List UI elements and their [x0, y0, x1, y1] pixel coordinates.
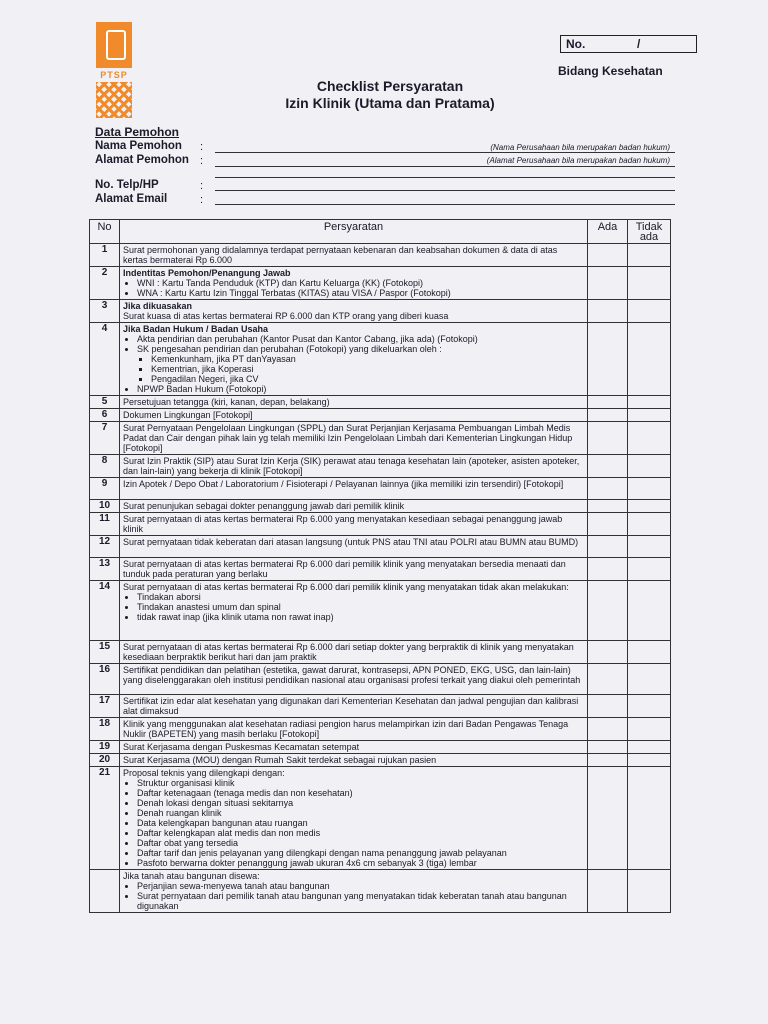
table-row [90, 870, 671, 913]
ada-checkbox-cell[interactable] [588, 244, 628, 267]
requirement-item: • Tindakan anastesi umum dan spinal [137, 602, 584, 612]
requirement-text: Surat pernyataan di atas kertas bermaterai Rp 6.000 dari pemilik klinik yang menyatakan tidak akan melakukan: [123, 582, 569, 592]
header-tidak-ada: Tidak ada [628, 220, 671, 244]
requirement-text: Sertifikat pendidikan dan pelatihan (estetika, gawat darurat, kontrasepsi, APN PONED, EKG, USG, dan lain-lain) yang diselenggarakan oleh institusi pendidikan nasional atau organisasi profesi terkait yang diakui oleh pemerintah [123, 665, 581, 685]
requirement-item-list [123, 334, 584, 354]
field-hint-alamat: (Alamat Perusahaan bila merupakan badan hukum) [486, 156, 670, 165]
requirement-subitem: ▪ Pengadilan Negeri, jika CV [151, 374, 584, 384]
ada-checkbox-cell[interactable] [588, 455, 628, 478]
requirement-item: • WNA : Kartu Kartu Izin Tinggal Terbatas (KITAS) atau VISA / Paspor (Fotokopi) [137, 288, 584, 298]
header-requirements: Persyaratan [120, 220, 588, 244]
requirement-item-list [123, 278, 584, 298]
field-line-nama[interactable] [215, 152, 675, 153]
row-number: 18 [90, 718, 120, 741]
ada-checkbox-cell[interactable] [588, 870, 628, 913]
requirement-text: Surat permohonan yang didalamnya terdapat pernyataan kebenaran dan keabsahan dokumen & data di atas kertas bermaterai Rp 6.000 [123, 245, 558, 265]
requirement-item: • Struktur organisasi klinik [137, 778, 584, 788]
ada-checkbox-cell[interactable] [588, 641, 628, 664]
requirement-item: • Pasfoto berwarna dokter penanggung jawab ukuran 4x6 cm sebanyak 3 (tiga) lembar [137, 858, 584, 868]
ada-checkbox-cell[interactable] [588, 300, 628, 323]
tidak-ada-checkbox-cell[interactable] [628, 870, 671, 913]
header-ada: Ada [588, 220, 628, 244]
requirement-item-list [123, 592, 584, 622]
table-row [90, 513, 671, 536]
requirement-cell [120, 396, 588, 409]
row-number: 1 [90, 244, 120, 267]
table-row [90, 267, 671, 300]
row-number: 3 [90, 300, 120, 323]
table-row [90, 718, 671, 741]
requirement-text: Surat Pernyataan Pengelolaan Lingkungan (SPPL) dan Surat Perjanjian Kerjasama Pembuangan Limbah Medis Padat dan Cair dengan pihak lain yg telah memiliki Izin Pengelolaan Limbah dari Kementerian Lingkungan Hidup [Fotokopi] [123, 423, 573, 453]
row-number: 9 [90, 478, 120, 500]
table-row [90, 558, 671, 581]
requirement-text: Surat penunjukan sebagai dokter penanggung jawab dari pemilik klinik [123, 501, 405, 511]
row-number: 21 [90, 767, 120, 870]
document-subtitle: Izin Klinik (Utama dan Pratama) [285, 95, 495, 111]
table-row [90, 536, 671, 558]
table-row [90, 244, 671, 267]
table-row [90, 323, 671, 396]
row-number: 15 [90, 641, 120, 664]
tidak-ada-checkbox-cell[interactable] [628, 500, 671, 513]
requirement-item: • Denah ruangan klinik [137, 808, 584, 818]
requirement-cell [120, 718, 588, 741]
requirement-cell [120, 244, 588, 267]
table-row [90, 641, 671, 664]
requirement-cell [120, 300, 588, 323]
requirement-item: • tidak rawat inap (jika klinik utama non rawat inap) [137, 612, 584, 622]
ada-checkbox-cell[interactable] [588, 500, 628, 513]
requirement-cell [120, 409, 588, 422]
requirement-cell [120, 455, 588, 478]
ada-checkbox-cell[interactable] [588, 422, 628, 455]
tidak-ada-checkbox-cell[interactable] [628, 581, 671, 641]
requirement-cell [120, 870, 588, 913]
row-number: 20 [90, 754, 120, 767]
requirement-item: • Data kelengkapan bangunan atau ruangan [137, 818, 584, 828]
tidak-ada-checkbox-cell[interactable] [628, 536, 671, 558]
row-number: 5 [90, 396, 120, 409]
field-colon: : [200, 141, 204, 153]
ada-checkbox-cell[interactable] [588, 267, 628, 300]
table-row [90, 455, 671, 478]
requirement-item: • WNI : Kartu Tanda Penduduk (KTP) dan Kartu Keluarga (KK) (Fotokopi) [137, 278, 584, 288]
requirement-item: • Daftar obat yang tersedia [137, 838, 584, 848]
requirement-cell [120, 754, 588, 767]
field-line-telp[interactable] [215, 190, 675, 191]
requirement-item: • Daftar kelengkapan alat medis dan non medis [137, 828, 584, 838]
requirement-text: Persetujuan tetangga (kiri, kanan, depan, belakang) [123, 397, 330, 407]
field-label-alamat: Alamat Pemohon [95, 154, 189, 166]
tidak-ada-checkbox-cell[interactable] [628, 267, 671, 300]
requirement-cell [120, 422, 588, 455]
table-row [90, 396, 671, 409]
requirement-cell [120, 536, 588, 558]
number-separator: / [637, 37, 641, 51]
requirement-cell [120, 267, 588, 300]
logo-text: PTSP [100, 70, 128, 80]
jakarta-emblem-icon [96, 22, 132, 68]
tidak-ada-checkbox-cell[interactable] [628, 513, 671, 536]
row-number: 14 [90, 581, 120, 641]
requirement-subitem: ▪ Kemenkunham, jika PT danYayasan [151, 354, 584, 364]
table-header-row [90, 220, 671, 244]
requirement-item: • Perjanjian sewa-menyewa tanah atau bangunan [137, 881, 584, 891]
requirement-cell [120, 558, 588, 581]
ada-checkbox-cell[interactable] [588, 409, 628, 422]
requirement-cell [120, 767, 588, 870]
tidak-ada-checkbox-cell[interactable] [628, 244, 671, 267]
requirement-item: • SK pengesahan pendirian dan perubahan (Fotokopi) yang dikeluarkan oleh : [137, 344, 584, 354]
ada-checkbox-cell[interactable] [588, 581, 628, 641]
ada-checkbox-cell[interactable] [588, 718, 628, 741]
field-line-email[interactable] [215, 204, 675, 205]
table-row [90, 741, 671, 754]
requirements-table [89, 219, 671, 913]
requirement-item-list [123, 778, 584, 868]
row-number: 4 [90, 323, 120, 396]
requirement-subitem: ▪ Kementrian, jika Koperasi [151, 364, 584, 374]
row-number: 8 [90, 455, 120, 478]
requirement-item-list [123, 384, 584, 394]
tidak-ada-checkbox-cell[interactable] [628, 641, 671, 664]
requirement-item: • Denah lokasi dengan situasi sekitarnya [137, 798, 584, 808]
table-row [90, 300, 671, 323]
requirement-text: Proposal teknis yang dilengkapi dengan: [123, 768, 285, 778]
tidak-ada-checkbox-cell[interactable] [628, 455, 671, 478]
requirement-text: Surat pernyataan di atas kertas bermaterai Rp 6.000 dari pemilik klinik yang menyatakan bersedia menaati dan tunduk pada peraturan yang berlaku [123, 559, 566, 579]
row-number: 6 [90, 409, 120, 422]
requirement-item: • Akta pendirian dan perubahan (Kantor Pusat dan Kantor Cabang, jika ada) (Fotokopi) [137, 334, 584, 344]
tidak-ada-checkbox-cell[interactable] [628, 558, 671, 581]
row-number: 12 [90, 536, 120, 558]
table-row [90, 478, 671, 500]
table-row [90, 422, 671, 455]
requirement-text: Surat kuasa di atas kertas bermaterai RP 6.000 dan KTP orang yang diberi kuasa [123, 311, 449, 321]
table-row [90, 500, 671, 513]
tidak-ada-checkbox-cell[interactable] [628, 718, 671, 741]
requirement-text: Surat Kerjasama (MOU) dengan Rumah Sakit terdekat sebagai rujukan pasien [123, 755, 437, 765]
tidak-ada-checkbox-cell[interactable] [628, 422, 671, 455]
row-number: 11 [90, 513, 120, 536]
requirement-cell [120, 581, 588, 641]
requirement-title: Jika dikuasakan [123, 301, 193, 311]
document-title: Checklist Persyaratan [316, 78, 464, 94]
requirement-item: • Surat pernyataan dari pemilik tanah atau bangunan yang menyatakan tidak keberatan tanah atau bangunan digunakan [137, 891, 584, 911]
table-row [90, 695, 671, 718]
table-row [90, 754, 671, 767]
requirement-title: Jika Badan Hukum / Badan Usaha [123, 324, 269, 334]
field-label-nama: Nama Pemohon [95, 140, 182, 152]
requirement-text: Dokumen Lingkungan [Fotokopi] [123, 410, 253, 420]
requirement-cell [120, 500, 588, 513]
requirement-item: • Tindakan aborsi [137, 592, 584, 602]
ada-checkbox-cell[interactable] [588, 695, 628, 718]
requirement-title: Indentitas Pemohon/Penangung Jawab [123, 268, 291, 278]
requirement-cell [120, 741, 588, 754]
field-label-telp: No. Telp/HP [95, 179, 159, 191]
requirement-cell [120, 478, 588, 500]
section-heading: Data Pemohon [95, 125, 180, 139]
requirement-cell [120, 323, 588, 396]
requirement-text: Sertifikat izin edar alat kesehatan yang digunakan dari Kementerian Kesehatan dan jadwal pengujian dan kalibrasi alat dimaksud [123, 696, 579, 716]
row-number: 10 [90, 500, 120, 513]
requirement-text: Surat pernyataan tidak keberatan dari atasan langsung (untuk PNS atau TNI atau POLRI atau BUMN atau BUMD) [123, 537, 579, 547]
ada-checkbox-cell[interactable] [588, 323, 628, 396]
tidak-ada-checkbox-cell[interactable] [628, 664, 671, 695]
requirement-item: • Daftar ketenagaan (tenaga medis dan non kesehatan) [137, 788, 584, 798]
number-box [560, 35, 697, 53]
requirement-item-list [123, 881, 584, 911]
tidak-ada-checkbox-cell[interactable] [628, 323, 671, 396]
row-number: 16 [90, 664, 120, 695]
ada-checkbox-cell[interactable] [588, 536, 628, 558]
tidak-ada-checkbox-cell[interactable] [628, 695, 671, 718]
field-label-email: Alamat Email [95, 193, 168, 205]
requirement-text: Klinik yang menggunakan alat kesehatan radiasi pengion harus melampirkan izin dari Badan Pengawas Tenaga Nuklir (BAPETEN) yang masih berlaku [Fotokopi] [123, 719, 569, 739]
requirement-item: • Daftar tarif dan jenis pelayanan yang dilengkapi dengan nama penanggung jawab pelayanan [137, 848, 584, 858]
tidak-ada-checkbox-cell[interactable] [628, 478, 671, 500]
field-colon: : [200, 194, 204, 206]
tidak-ada-checkbox-cell[interactable] [628, 741, 671, 754]
row-number: 7 [90, 422, 120, 455]
requirement-text: Izin Apotek / Depo Obat / Laboratorium / Fisioterapi / Pelayanan lainnya (jika memiliki izin tersendiri) [Fotokopi] [123, 479, 564, 489]
row-number: 13 [90, 558, 120, 581]
table-row [90, 664, 671, 695]
header-no: No [90, 220, 120, 244]
requirement-text: Jika tanah atau bangunan disewa: [123, 871, 260, 881]
field-line-alamat-2[interactable] [215, 177, 675, 178]
field-hint-nama: (Nama Perusahaan bila merupakan badan hukum) [490, 143, 670, 152]
requirement-text: Surat Izin Praktik (SIP) atau Surat Izin Kerja (SIK) perawat atau tenaga kesehatan lain (apoteker, asisten apoteker, dan lain-lain) yang bekerja di klinik [Fotokopi] [123, 456, 580, 476]
field-line-alamat[interactable] [215, 166, 675, 167]
requirement-text: Surat Kerjasama dengan Puskesmas Kecamatan setempat [123, 742, 360, 752]
department-label: Bidang Kesehatan [558, 64, 663, 78]
row-number: 17 [90, 695, 120, 718]
requirement-cell [120, 664, 588, 695]
logo-pattern-icon [96, 82, 132, 118]
field-colon: : [200, 180, 204, 192]
row-number: 2 [90, 267, 120, 300]
ada-checkbox-cell[interactable] [588, 478, 628, 500]
ada-checkbox-cell[interactable] [588, 741, 628, 754]
table-row [90, 581, 671, 641]
tidak-ada-checkbox-cell[interactable] [628, 396, 671, 409]
requirement-subitem-list [123, 354, 584, 384]
ada-checkbox-cell[interactable] [588, 558, 628, 581]
row-number: 19 [90, 741, 120, 754]
requirement-item: • NPWP Badan Hukum (Fotokopi) [137, 384, 584, 394]
table-row [90, 409, 671, 422]
requirement-text: Surat pernyataan di atas kertas bermaterai Rp 6.000 yang menyatakan kesediaan sebagai penanggung jawab klinik [123, 514, 563, 534]
row-number [90, 870, 120, 913]
ada-checkbox-cell[interactable] [588, 767, 628, 870]
ptsp-logo [96, 22, 132, 120]
ada-checkbox-cell[interactable] [588, 754, 628, 767]
ada-checkbox-cell[interactable] [588, 396, 628, 409]
tidak-ada-checkbox-cell[interactable] [628, 767, 671, 870]
tidak-ada-checkbox-cell[interactable] [628, 754, 671, 767]
number-label: No. [566, 37, 586, 51]
requirement-cell [120, 695, 588, 718]
ada-checkbox-cell[interactable] [588, 513, 628, 536]
table-row [90, 767, 671, 870]
requirement-cell [120, 641, 588, 664]
requirement-cell [120, 513, 588, 536]
requirement-text: Surat pernyataan di atas kertas bermaterai Rp 6.000 dari setiap dokter yang berpraktik di klinik yang menyatakan kesediaan berpraktik berikut hari dan jam praktik [123, 642, 574, 662]
tidak-ada-checkbox-cell[interactable] [628, 300, 671, 323]
field-colon: : [200, 155, 204, 167]
tidak-ada-checkbox-cell[interactable] [628, 409, 671, 422]
ada-checkbox-cell[interactable] [588, 664, 628, 695]
